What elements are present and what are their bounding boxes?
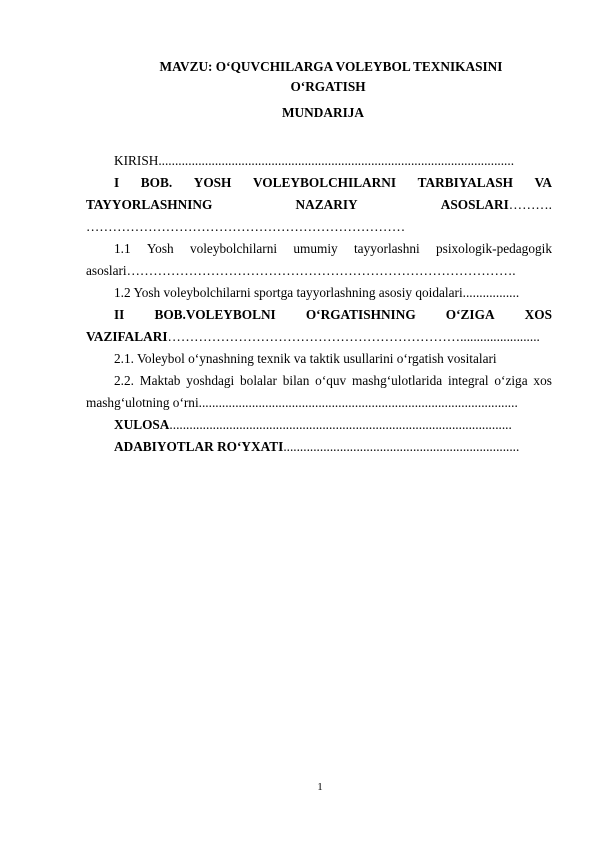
toc-section-1-2-dots: .................: [462, 285, 520, 300]
document-title-line-2: O‘RGATISH: [290, 79, 366, 94]
toc-conclusion-label: XULOSA: [114, 417, 170, 432]
toc-word: O‘ZIGA: [445, 307, 495, 322]
toc-word: VOLEYBOLCHILARNI: [252, 175, 397, 190]
document-title-line-1: MAVZU: O‘QUVCHILARGA VOLEYBOL TEXNIKASINI: [159, 59, 503, 74]
toc-word: bolalar: [240, 373, 277, 388]
table-of-contents: [86, 150, 552, 458]
toc-entry-section-2-2-line-2: [86, 392, 552, 414]
toc-word: 2.2.: [114, 373, 134, 388]
toc-intro-label: KIRISH: [114, 153, 159, 168]
toc-entry-chapter-1-line-2: [86, 194, 552, 216]
toc-chapter-1-dots: ……….: [508, 197, 552, 212]
page-number: 1: [317, 781, 323, 793]
toc-conclusion-dots: .......................................................................................................: [169, 417, 512, 432]
toc-word: umumiy: [293, 241, 338, 256]
toc-entry-section-1-1-line-2: [86, 260, 552, 282]
toc-entry-chapter-1-line-3: [86, 216, 552, 238]
toc-references-dots: .......................................................................: [283, 439, 520, 454]
toc-word: NAZARIY: [295, 197, 358, 212]
toc-word: integral: [447, 373, 489, 388]
toc-section-1-1-dots: …………………………………………………………………………….: [126, 263, 516, 278]
toc-word: 1.1: [114, 241, 131, 256]
toc-entry-conclusion: [86, 414, 552, 436]
toc-entry-chapter-2-line-2: [86, 326, 552, 348]
toc-word: Maktab: [139, 373, 181, 388]
toc-entry-section-2-1: [86, 348, 552, 370]
toc-word: Yosh: [146, 241, 174, 256]
toc-word: TARBIYALASH: [417, 175, 513, 190]
toc-section-2-2-dots: ................................................................................................: [198, 395, 518, 410]
toc-references-label: ADABIYOTLAR RO‘YXATI: [114, 439, 284, 454]
toc-word: VA: [534, 175, 552, 190]
toc-word: voleybolchilarni: [189, 241, 278, 256]
toc-word: o‘quv: [315, 373, 347, 388]
toc-word: tayyorlashni: [353, 241, 420, 256]
table-of-contents-heading: MUNDARIJA: [282, 105, 364, 120]
toc-word: O‘RGATISHNING: [305, 307, 416, 322]
toc-word: YOSH: [193, 175, 232, 190]
toc-word: II: [114, 307, 125, 322]
toc-word: I: [114, 175, 120, 190]
toc-word: BOB.VOLEYBOLNI: [154, 307, 276, 322]
toc-section-2-1-label: 2.1. Voleybol o‘ynashning texnik va taktik usullarini o‘rgatish vositalari: [114, 351, 497, 366]
toc-entry-chapter-2-line-1: [86, 304, 552, 326]
toc-word: o‘ziga: [494, 373, 528, 388]
toc-chapter-2-dots: …………………………………………………………........................: [167, 329, 540, 344]
toc-entry-intro: [86, 150, 552, 172]
toc-intro-dots: ...........................................................................................................: [158, 153, 515, 168]
toc-word: xos: [533, 373, 552, 388]
toc-entry-chapter-1-line-1: [86, 172, 552, 194]
toc-entry-references: [86, 436, 552, 458]
toc-chapter-2-label: VAZIFALARI: [86, 329, 168, 344]
toc-section-2-2-label: mashg‘ulotning o‘rni: [86, 395, 199, 410]
toc-word: psixologik-pedagogik: [436, 241, 552, 256]
toc-word: mashg‘ulotlarida: [352, 373, 443, 388]
toc-section-1-1-label: asoslari: [86, 263, 127, 278]
toc-entry-section-2-2-line-1: [86, 370, 552, 392]
toc-chapter-1-dots-continued: ………………………………………………………………: [86, 219, 406, 234]
toc-word: TAYYORLASHNING: [86, 197, 213, 212]
toc-section-1-2-label: 1.2 Yosh voleybolchilarni sportga tayyorlashning asosiy qoidalari: [114, 285, 463, 300]
toc-word: bilan: [282, 373, 310, 388]
toc-word: BOB.: [140, 175, 173, 190]
toc-word: XOS: [524, 307, 552, 322]
toc-word: ASOSLARI: [440, 197, 509, 212]
toc-entry-section-1-2: [86, 282, 552, 304]
toc-entry-section-1-1-line-1: [86, 238, 552, 260]
toc-word: yoshdagi: [186, 373, 235, 388]
